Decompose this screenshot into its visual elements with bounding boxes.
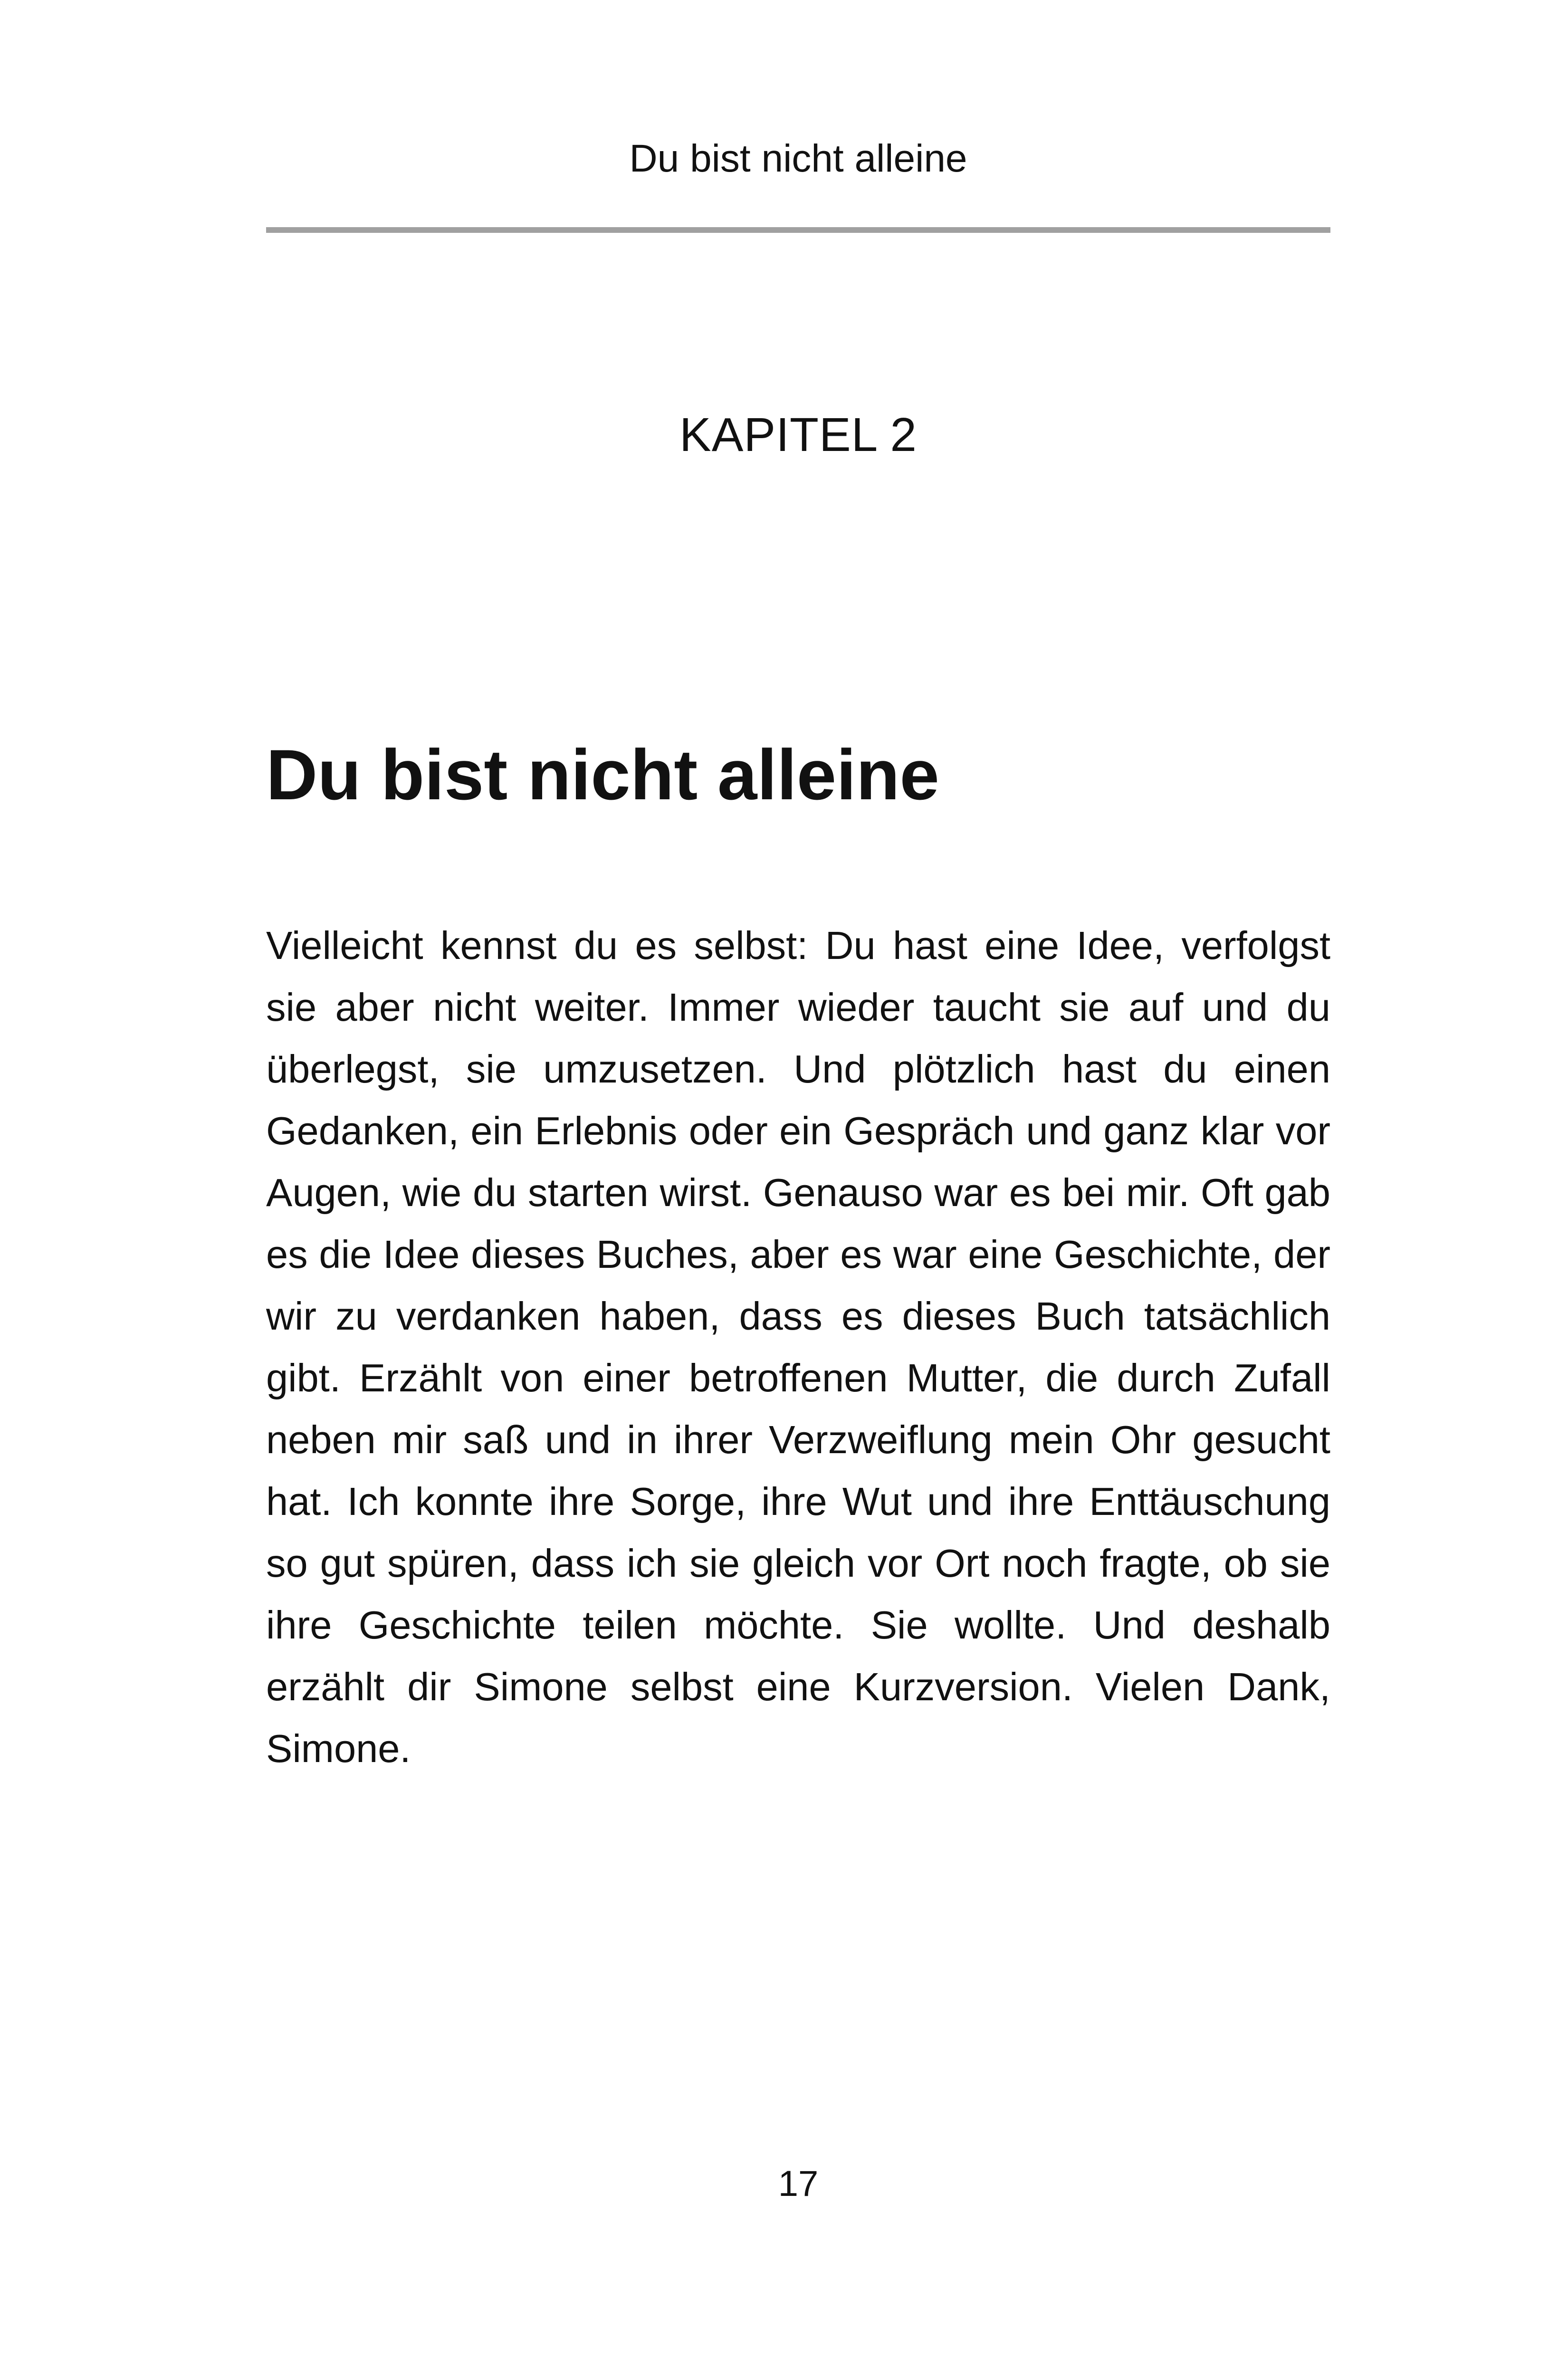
chapter-label: KAPITEL 2	[679, 408, 917, 461]
page-number: 17	[778, 2164, 819, 2204]
running-header: Du bist nicht alleine	[629, 137, 967, 180]
body-paragraph: Vielleicht kennst du es selbst: Du hast eine Idee, verfolgst sie aber nicht weiter. Immer wieder taucht sie auf und du überlegst, sie umzusetzen. Und plötzlich hast du einen Gedanken, ein Erlebnis oder ein Gespräch und ganz klar vor Augen, wie du starten wirst. Genauso war es bei mir. Oft gab es die Idee dieses Buches, aber es war eine Geschichte, der wir zu verdanken haben, dass es dieses Buch tatsächlich gibt. Erzählt von einer betroffenen Mutter, die durch Zufall neben mir saß und in ihrer Verzweiflung mein Ohr gesucht hat. Ich konnte ihre Sorge, ihre Wut und ihre Enttäuschung so gut spüren, dass ich sie gleich vor Ort noch fragte, ob sie ihre Geschichte teilen möchte. Sie wollte. Und deshalb erzählt dir Simone selbst eine Kurzversion. Vielen Dank, Simone.	[266, 923, 1330, 1771]
header-divider	[266, 227, 1330, 233]
chapter-title: Du bist nicht alleine	[266, 735, 939, 814]
